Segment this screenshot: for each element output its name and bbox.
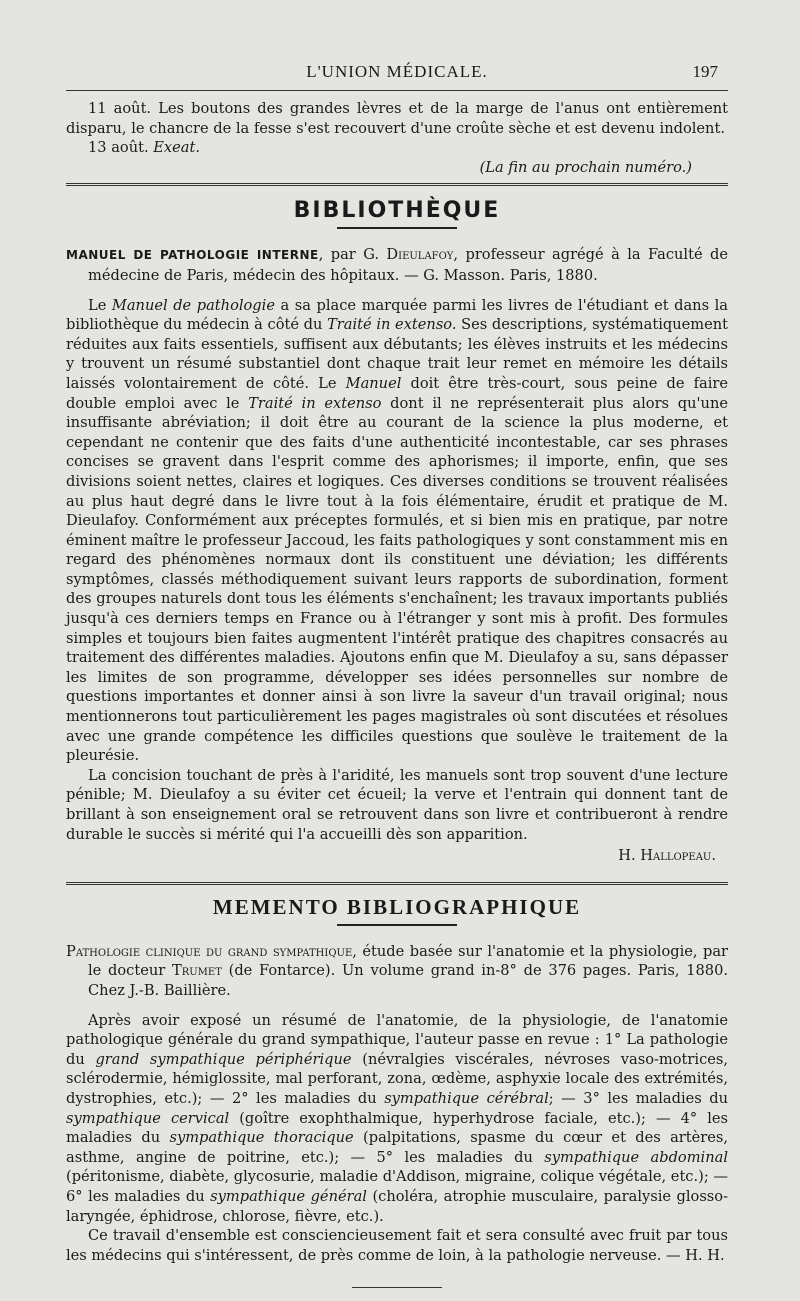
case-note-11-aout bbox=[66, 99, 728, 138]
title-underline bbox=[337, 924, 457, 926]
page-content bbox=[66, 56, 728, 1288]
book-reference: Pathologie clinique du grand sympathique, étude basée sur l'anatomie et la physiologie, par le docteur Trumet (de Fontarce). Un volume grand in-8° de 376 pages. Paris, 1880. Chez J.-B. Baillière. bbox=[66, 942, 728, 999]
review-signature: H. Hallopeau. bbox=[618, 847, 716, 865]
memento-paragraph: Après avoir exposé un résumé de l'anatomie, de la physiologie, de l'anatomie pathologique générale du grand sympathique, l'auteur passe en revue : 1° La pathologie du grand sympathique périphérique (névralgies viscérales, névroses vaso-motrices, sclérodermie, hémiglossite, mal perforant, zona, œdème, asphyxie locale des extrémités, dystrophies, etc.); — 2° les maladies du sympathique cérébral; — 3° les maladies du sympathique cervical (goître exophthalmique, hyperhydrose faciale, etc.); — 4° les maladies du sympathique thoracique (palpitations, spasme du cœur et des artères, asthme, angine de poitrine, etc.); — 5° les maladies du sympathique abdominal (péritonisme, diabète, glycosurie, maladie d'Addison, migraine, colique végétale, etc.); — 6° les maladies du sympathique général (choléra, atrophie musculaire, paralysie glosso-laryngée, éphidrose, chlorose, fièvre, etc.). bbox=[66, 1011, 729, 1225]
memento-paragraph: Ce travail d'ensemble est consciencieusement fait et sera consulté avec fruit par tous les médecins qui s'intéressent, de près comme de loin, à la pathologie nerveuse. — H. H. bbox=[66, 1227, 728, 1264]
case-note-13-aout bbox=[66, 138, 728, 158]
book-details: , professeur agrégé à la Faculté de médecine de Paris, médecin des hôpitaux. — G. Masson. Paris, 1880. bbox=[88, 246, 728, 284]
case-note-text: Exeat. bbox=[153, 139, 200, 157]
section-title-bibliotheque: BIBLIOTHÈQUE bbox=[293, 198, 501, 224]
review-paragraph: Le Manuel de pathologie a sa place marquée parmi les livres de l'étudiant et dans la bibliothèque du médecin à côté du Traité in extenso. Ses descriptions, systématiquement réduites aux faits essentiels, suffisent aux débutants; les élèves instruits et les médecins y trouvent un résumé substantiel dont chaque trait leur remet en mémoire les détails laissés volontairement de côté. Le Manuel doit être très-court, sous peine de faire double emploi avec le Traité in extenso dont il ne représenterait plus alors qu'une insuffisante abréviation; il doit être au courant de la science la plus moderne, et cependant ne contenir que des faits d'une authenticité incontestable, car ses phrases concises se gravent dans l'esprit comme des aphorismes; il importe, enfin, que ses divisions soient nettes, claires et logiques. Ces diverses conditions se trouvent réalisées au plus haut degré dans le livre tout à la fois élémentaire, érudit et pratique de M. Dieulafoy. Conformément aux préceptes formulés, et si bien mis en pratique, par notre éminent maître le professeur Jaccoud, les faits pathologiques y sont constamment mis en regard des phénomènes normaux dont ils constituent une déviation; les différents symptômes, classés méthodiquement suivant leurs rapports de subordination, forment des groupes naturels dont tous les éléments s'enchaînent; les travaux importants publiés jusqu'à ces derniers temps en France ou à l'étranger y sont mis à profit. Des formules simples et toujours bien faites augmentent l'intérêt pratique des chapitres consacrés au traitement des différentes maladies. Ajoutons enfin que M. Dieulafoy a su, sans dépasser les limites de son programme, développer ses idées personnelles sur nombre de questions importantes et donner ainsi à son livre la saveur d'un travail original; nous mentionnerons tout particulièrement les pages magistrales où sont discutées et résolues avec une grande compétence les difficiles questions que soulève le traitement de la pleurésie. bbox=[66, 296, 728, 765]
book-title: MANUEL DE PATHOLOGIE INTERNE bbox=[66, 248, 319, 263]
book-author: Trumet bbox=[171, 962, 222, 980]
review-paragraph: La concision touchant de près à l'aridité, les manuels sont trop souvent d'une lecture pénible; M. Dieulafoy a su éviter cet écueil; la verve et l'entrain qui donnent tant de brillant à son enseignement oral se retrouvent dans son livre et contribueront à rendre durable le succès si mérité qui l'a accueilli dès son apparition. bbox=[66, 766, 728, 843]
book-reference: MANUEL DE PATHOLOGIE INTERNE, par G. Dieulafoy, professeur agrégé à la Faculté de médecine de Paris, médecin des hôpitaux. — G. Masson. Paris, 1880. bbox=[66, 246, 728, 284]
header-rule bbox=[66, 90, 728, 91]
page-number: 197 bbox=[692, 62, 718, 81]
case-note-date: 11 août. bbox=[88, 100, 152, 117]
section-divider bbox=[66, 882, 728, 885]
journal-title: L'UNION MÉDICALE. bbox=[306, 62, 488, 81]
case-note-date: 13 août. bbox=[88, 139, 149, 157]
title-underline bbox=[337, 227, 457, 229]
book-title: Pathologie clinique du grand sympathique bbox=[66, 942, 353, 960]
continued-note: (La fin au prochain numéro.) bbox=[479, 158, 692, 176]
running-header bbox=[66, 56, 728, 90]
section-title-memento: MEMENTO BIBLIOGRAPHIQUE bbox=[212, 894, 582, 919]
end-rule bbox=[352, 1287, 442, 1288]
section-divider bbox=[66, 183, 728, 186]
case-note-text: Les boutons des grandes lèvres et de la marge de l'anus ont entièrement disparu, le chancre de la fesse s'est recouvert d'une croûte sèche et est devenu indolent. bbox=[66, 100, 728, 137]
book-author: Dieulafoy bbox=[386, 246, 454, 264]
